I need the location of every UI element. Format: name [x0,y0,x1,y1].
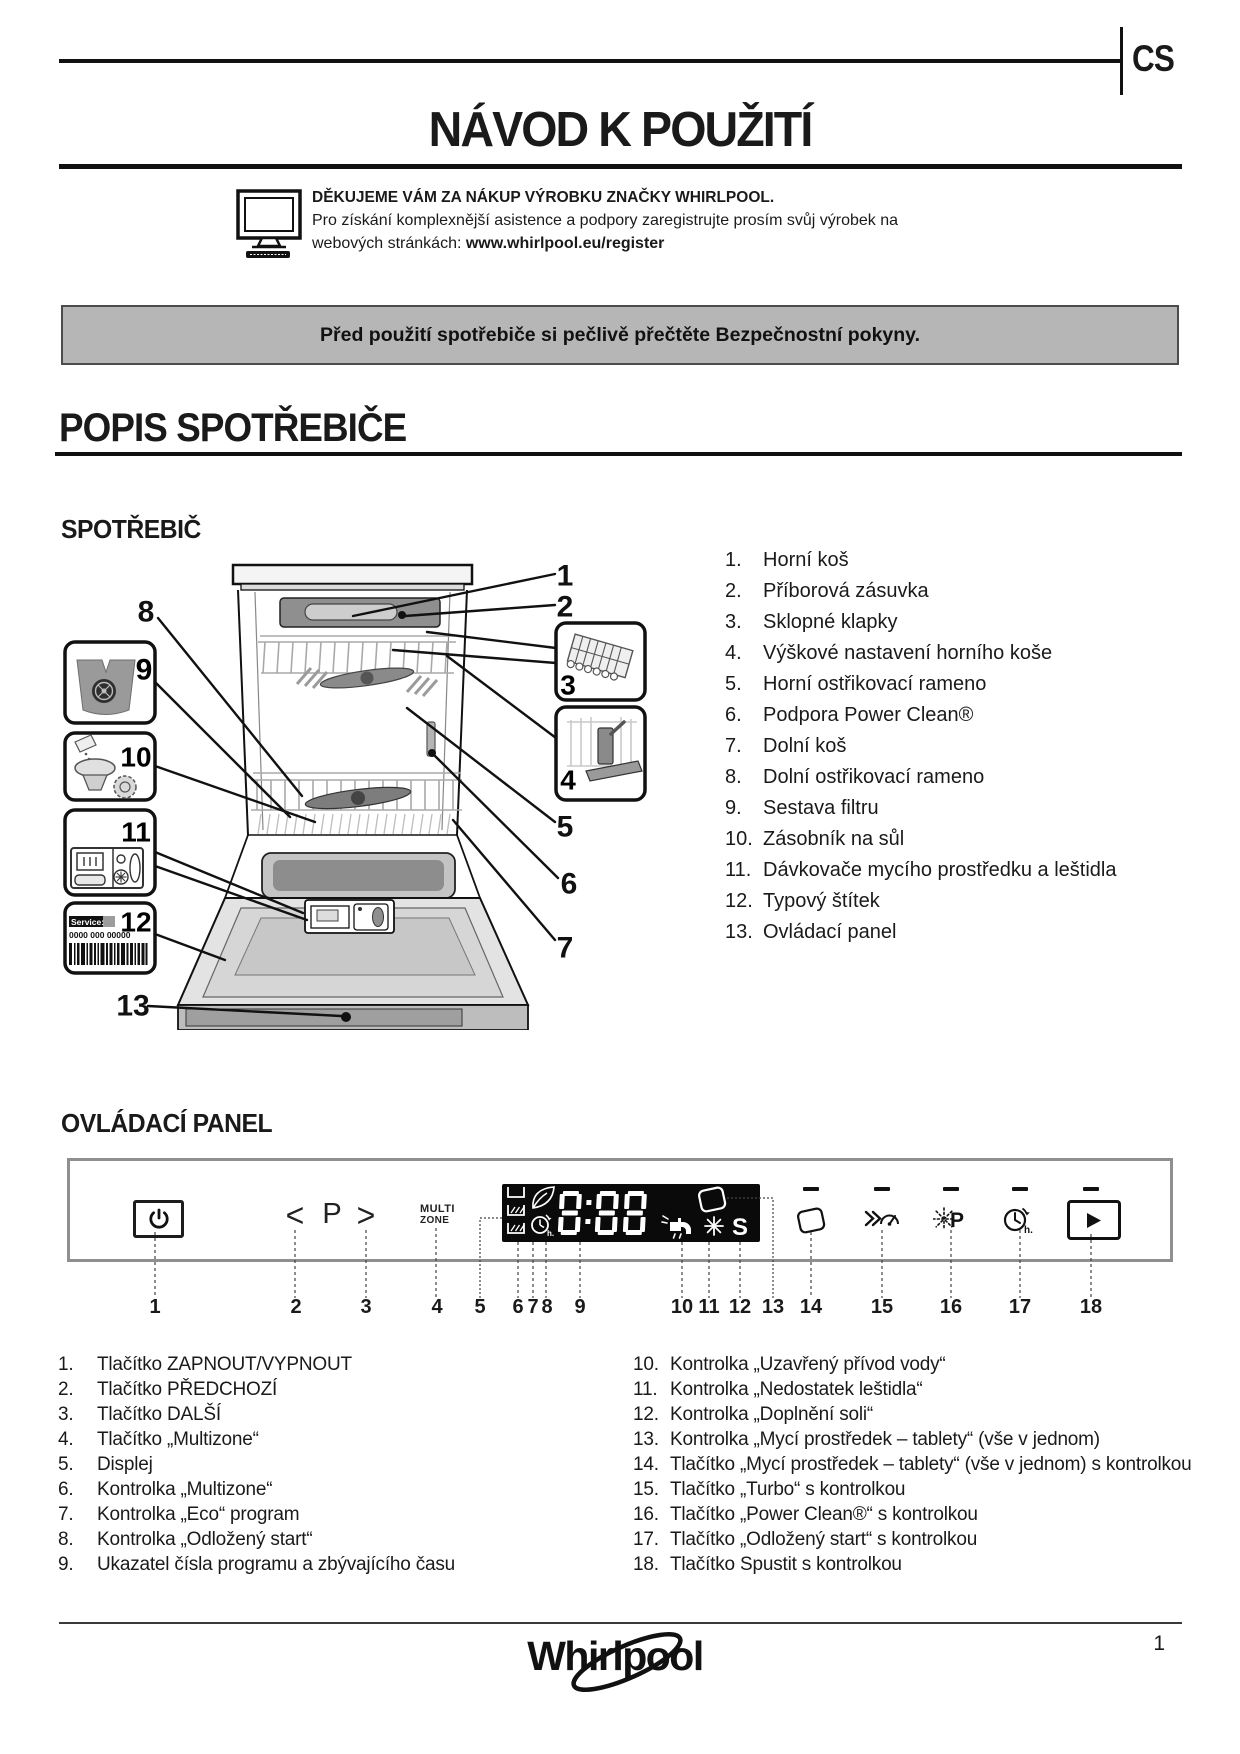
list-item: 13. Ovládací panel [725,921,897,943]
title-rule [59,164,1182,169]
whirlpool-logo [505,1633,725,1680]
legend-item: 9. Ukazatel čísla programu a zbývajícího času [58,1554,456,1575]
upper-rack [258,636,456,673]
legend-item: 14. Tlačítko „Mycí prostředek – tablety“ (vše v jednom) s kontrolkou [633,1454,1192,1475]
legend-item: 17. Tlačítko „Odložený start“ s kontrolkou [633,1529,978,1550]
legend-item: 13. Kontrolka „Mycí prostředek – tablety“ (vše v jednom) [633,1429,1100,1450]
salt-indicator: S [732,1214,749,1241]
legend-item: 8. Kontrolka „Odložený start“ [58,1529,313,1550]
site-prefix: webových stránkách: [312,235,466,252]
list-item: 3. Sklopné klapky [725,611,898,633]
multizone-button: MULTI ZONE [420,1203,455,1226]
delay-indicator-icon [532,1215,554,1238]
door-control-panel-strip [178,1005,528,1030]
program-letter: P [322,1198,342,1230]
panel-callout-16: 16 [939,1296,963,1318]
callout-6: 6 [560,867,578,901]
panel-callout-11: 11 [698,1296,720,1318]
callout-11: 11 [121,816,151,848]
delay-unit-label: h. [547,1229,555,1238]
panel-callout-5: 5 [474,1296,486,1318]
rinse-aid-icon [705,1217,723,1235]
panel-callout-18: 18 [1079,1296,1103,1318]
section-rule [55,452,1182,456]
callout-7: 7 [556,931,574,965]
multizone-upper-rack-icon [508,1187,524,1197]
header-rule [59,59,1121,63]
panel-callout-12: 12 [728,1296,752,1318]
panel-callout-9: 9 [574,1296,586,1318]
panel-callout-2: 2 [290,1296,302,1318]
panel-legend-right [633,1352,1192,1577]
list-item: 11. Dávkovače mycího prostředku a leštidla [725,859,1117,881]
legend-item: 3. Tlačítko DALŠÍ [58,1404,221,1425]
legend-item: 7. Kontrolka „Eco“ program [58,1504,300,1525]
lower-spray-arm [304,783,411,813]
list-item: 7. Dolní koš [725,735,847,757]
list-item: 4. Výškové nastavení horního koše [725,642,1053,664]
start-button [1067,1200,1121,1240]
register-monitor-icon [236,189,308,259]
list-item: 8. Dolní ostřikovací rameno [725,766,985,788]
legend-item: 10. Kontrolka „Uzavřený přívod vody“ [633,1354,946,1375]
intro-block [312,186,1072,255]
powerclean-led [943,1187,959,1191]
powerclean-letter: P [950,1209,965,1232]
multizone-mid-rack-icon [508,1205,524,1215]
callout-box-salt [65,733,155,800]
panel-callout-8: 8 [541,1296,553,1318]
callout-1: 1 [556,559,574,593]
callout-5: 5 [556,810,574,844]
panel-callout-6: 6 [512,1296,524,1318]
register-url-link[interactable]: www.whirlpool.eu/register [465,235,665,252]
safety-banner [61,305,1179,365]
list-item: 6. Podpora Power Clean® [725,704,974,726]
list-item: 9. Sestava filtru [725,797,879,819]
start-led [1083,1187,1099,1191]
callout-box-filter [65,642,155,723]
tablet-led [803,1187,819,1191]
legend-item: 18. Tlačítko Spustit s kontrolkou [633,1554,902,1575]
callout-10: 10 [120,741,152,773]
list-item: 10. Zásobník na sůl [725,828,905,850]
previous-button: < [285,1196,305,1234]
callout-box-dispenser [65,810,155,895]
appliance-parts-list [725,549,1195,952]
intro-body-line: Pro získání komplexnější asistence a podpory zaregistrujte prosím svůj výrobek na [312,212,899,229]
legend-item: 4. Tlačítko „Multizone“ [58,1429,259,1450]
panel-callout-15: 15 [870,1296,894,1318]
display [502,1184,760,1242]
panel-callout-14: 14 [799,1296,823,1318]
footer-rule [59,1622,1182,1624]
safety-banner-text: Před použití spotřebiče si pečlivě přečtěte Bezpečnostní pokyny. [320,323,920,346]
legend-item: 5. Displej [58,1454,153,1475]
page-number: 1 [1153,1632,1165,1655]
intro-site-line [312,232,1072,255]
detergent-dispenser [305,900,394,933]
power-icon [147,1207,171,1231]
list-item: 2. Příborová zásuvka [725,580,929,602]
delay-button [1002,1202,1038,1238]
multizone-lower-rack-icon [508,1223,524,1233]
whirlpool-logo-text: Whirlpool [527,1633,703,1679]
panel-callout-3: 3 [360,1296,372,1318]
dishwasher-diagram [55,470,675,1030]
eco-leaf-icon [533,1187,554,1208]
panel-callout-13: 13 [761,1296,785,1318]
panel-callout-1: 1 [149,1296,161,1318]
callout-8: 8 [137,595,155,629]
subheading-control-panel: OVLÁDACÍ PANEL [61,1108,273,1138]
panel-callout-17: 17 [1008,1296,1032,1318]
list-item: 1. Horní koš [725,549,849,571]
power-button [133,1200,184,1238]
callout-4: 4 [560,764,576,796]
callout-3: 3 [560,669,576,701]
turbo-button [864,1202,900,1238]
panel-callout-4: 4 [431,1296,443,1318]
page-title: NÁVOD K POUŽITÍ [428,103,812,157]
powerclean-button [933,1202,969,1238]
callout-12: 12 [120,906,152,938]
tub-sump [273,860,444,891]
list-item: 12. Typový štítek [725,890,880,912]
callout-2: 2 [556,590,574,624]
service-number: 0000 000 00000 [69,930,131,940]
panel-legend-left [58,1352,455,1577]
legend-item: 1. Tlačítko ZAPNOUT/VYPNOUT [58,1354,352,1375]
tablet-button [793,1202,829,1238]
legend-item: 16. Tlačítko „Power Clean®“ s kontrolkou [633,1504,978,1525]
callout-box-rating-plate [65,903,155,973]
turbo-led [874,1187,890,1191]
tablet-indicator-icon [698,1187,726,1213]
list-item: 5. Horní ostřikovací rameno [725,673,987,695]
legend-item: 2. Tlačítko PŘEDCHOZÍ [58,1379,278,1400]
seven-segment-digits [558,1191,647,1235]
panel-callout-10: 10 [670,1296,694,1318]
thanks-line: DĚKUJEME VÁM ZA NÁKUP VÝROBKU ZNAČKY WHIRLPOOL. [312,189,775,206]
language-code: CS [1132,38,1174,79]
delay-led [1012,1187,1028,1191]
callout-box-height-adjust [556,707,645,800]
water-tap-icon [662,1216,691,1238]
delay-unit-label: h. [1024,1225,1033,1236]
subheading-appliance: SPOTŘEBIČ [61,514,201,544]
panel-callout-7: 7 [527,1296,539,1318]
callout-box-flaps [556,623,645,701]
legend-item: 6. Kontrolka „Multizone“ [58,1479,273,1500]
legend-item: 15. Tlačítko „Turbo“ s kontrolkou [633,1479,906,1500]
callout-13: 13 [116,989,150,1023]
control-panel-diagram [67,1158,1173,1262]
callout-9: 9 [135,653,153,687]
next-button: > [356,1196,376,1234]
language-divider [1120,27,1123,95]
legend-item: 12. Kontrolka „Doplnění soli“ [633,1404,874,1425]
service-label: Service: [71,917,105,927]
legend-item: 11. Kontrolka „Nedostatek leštidla“ [633,1379,923,1400]
section-heading-description: POPIS SPOTŘEBIČE [59,406,407,450]
start-play-icon [1086,1212,1102,1229]
